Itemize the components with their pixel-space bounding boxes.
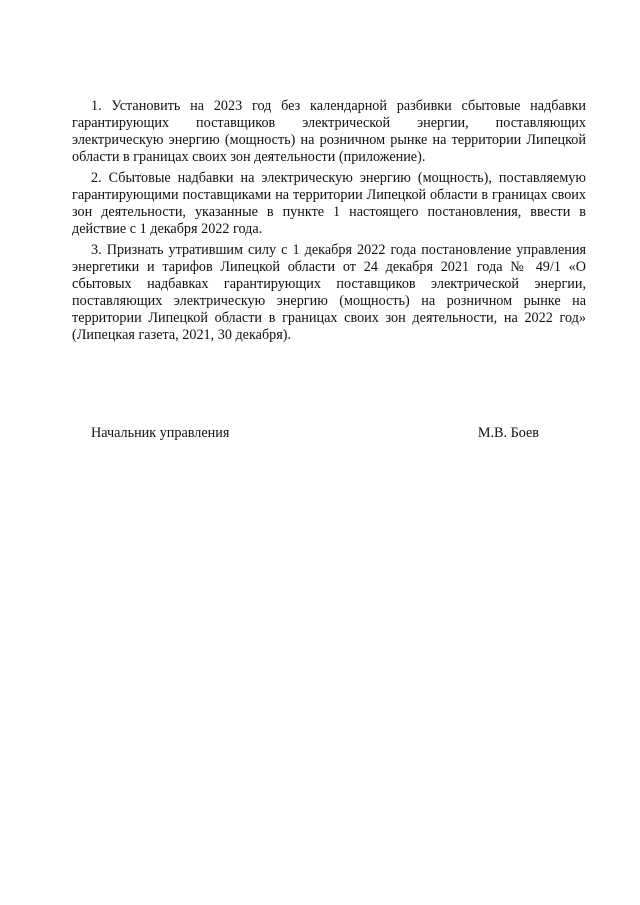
paragraph-3: 3. Признать утратившим силу с 1 декабря 2022 года постановление управления энергетики и тарифов Липецкой области от 24 декабря 2021 года № 49/1 «О сбытовых надбавках гарантирующих поставщиков электрической энергии, поставляющих электрическую энергию (мощность) на розничном рынке на территории Липецкой области в границах своих зон деятельности, на 2022 год» (Липецкая газета, 2021, 30 декабря). [72,242,586,343]
signatory-name: М.В. Боев [477,425,539,441]
signatory-position: Начальник управления [91,425,230,441]
document-body [72,98,586,348]
paragraph-2: 2. Сбытовые надбавки на электрическую энергию (мощность), поставляемую гарантирующими поставщиками на территории Липецкой области в границах своих зон деятельности, указанные в пункте 1 настоящего постановления, ввести в действие с 1 декабря 2022 года. [72,170,586,237]
signature-block [91,425,539,442]
paragraph-1: 1. Установить на 2023 год без календарной разбивки сбытовые надбавки гарантирующих поставщиков электрической энергии, поставляющих электрическую энергию (мощность) на розничном рынке на территории Липецкой области в границах своих зон деятельности (приложение). [72,98,586,165]
